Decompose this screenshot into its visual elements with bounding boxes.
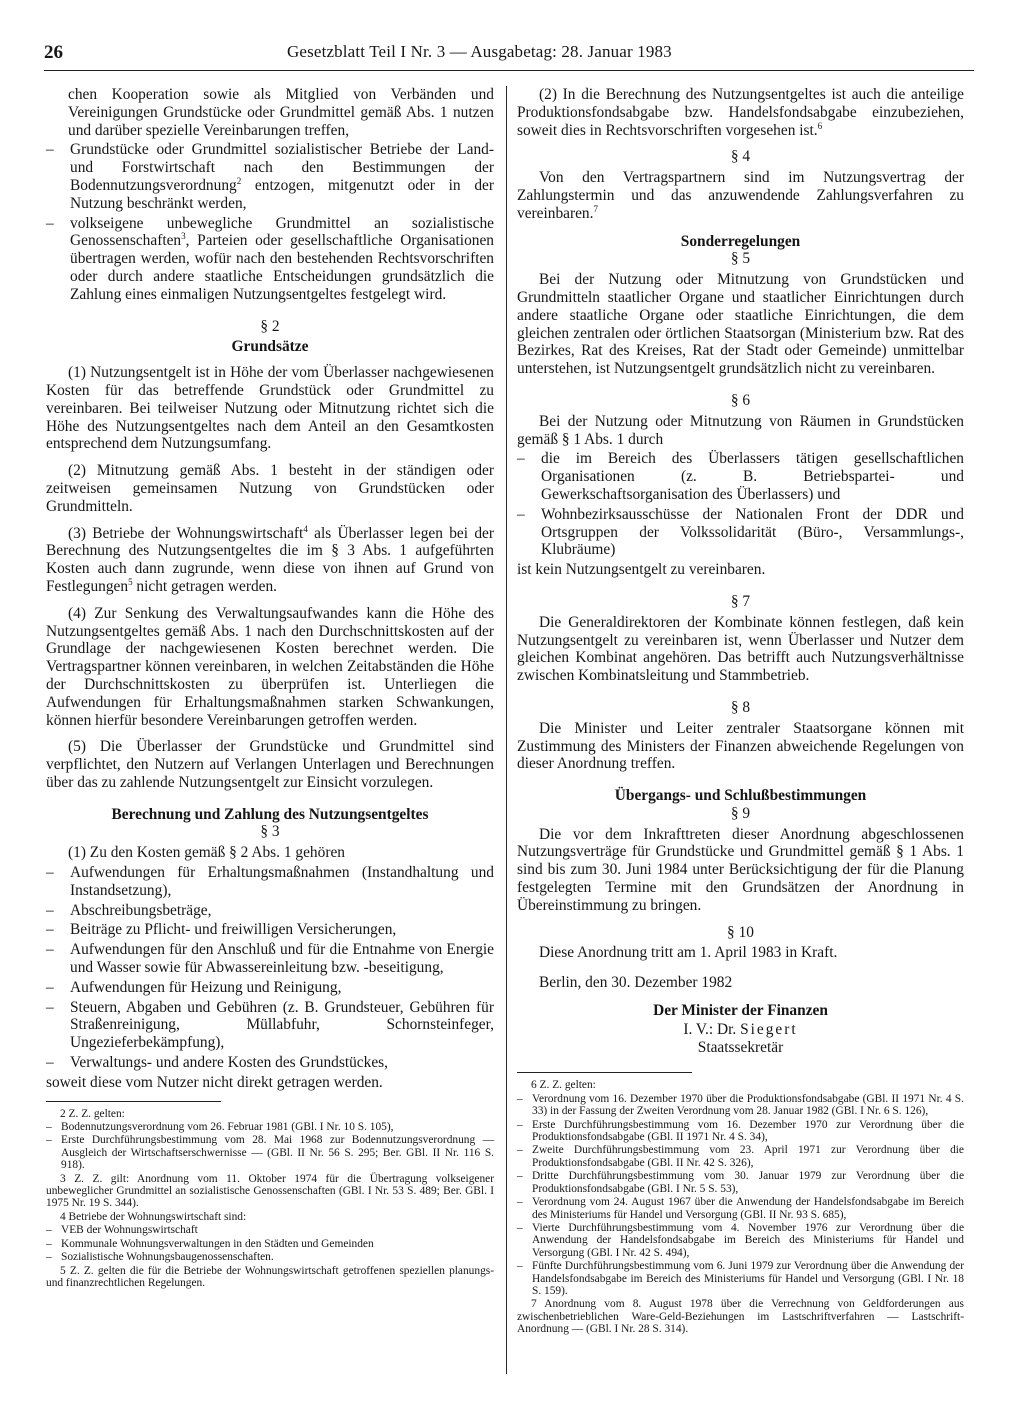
signatory-role: Staatssekretär <box>697 1038 784 1056</box>
list-item: – Steuern, Abgaben und Gebühren (z. B. Grundsteuer, Gebühren für Straßenreinigung, Müllabfuhr, Schornsteinfeger, Ungezieferbekämpfung), <box>46 999 494 1052</box>
list-item: – Aufwendungen für den Anschluß und für die Entnahme von Energie und Wasser sowie für Abwassereinleitung bzw. -beseitigung, <box>46 941 494 977</box>
footnote: 5 Z. Z. gelten die für die Betriebe der Wohnungswirtschaft getroffenen speziellen planungs- und finanzrechtlichen Regelungen. <box>46 1264 494 1289</box>
signatory-name: Siegert <box>740 1020 798 1038</box>
signature-line: I. V.: Dr. Siegert <box>683 1020 798 1038</box>
list-item: – Wohnbezirksausschüsse der Nationalen Front der DDR und Ortsgruppen der Volkssolidarität (Büro-, Versammlungs-, Klubräume) <box>517 506 964 559</box>
section-number: § 8 <box>730 698 751 716</box>
section-heading: Berechnung und Zahlung des Nutzungsentgeltes <box>111 805 429 823</box>
footnote-item: – Zweite Durchführungsbestimmung vom 23. April 1971 zur Verordnung über die Produktionsfondsabgabe (GBl. II Nr. 42 S. 326), <box>517 1144 964 1169</box>
paragraph: Bei der Nutzung oder Mitnutzung von Grundstücken und Grundmitteln staatlicher Organe und staatlicher Einrichtungen durch andere staatliche Organe oder staatliche Einrichtungen, die dem gleichen zentralen oder örtlichen Staatsorgan (Ministerium bzw. Rat des Bezirkes, Rat des Kreises, Rat der Stadt oder Gemeinde) unmittelbar unterstehen, ist Nutzungsentgelt grundsätzlich nicht zu vereinbaren. <box>517 271 964 378</box>
paragraph: (3) Betriebe der Wohnungswirtschaft$^4$ als Überlasser legen bei der Berechnung des Nutzungsentgeltes die im § 3 Abs. 1 aufgeführten Kosten auch dann zugrunde, wenn diese von ihnen auf Grund von Festlegungen$^5$ nicht getragen werden. <box>46 523 494 595</box>
paragraph: (4) Zur Senkung des Verwaltungsaufwandes kann die Höhe des Nutzungsentgeltes gemäß Abs. 1 nach den Durchschnittskosten auf der Grundlage der nachgewiesenen Kosten berechnet werden. Die Vertragspartner können vereinbaren, in welchen Zeitabständen die Höhe der Durchschnittskosten zu überprüfen ist. Unterliegen die Aufwendungen für Erhaltungsmaßnahmen starken Schwankungen, können hierfür besondere Vereinbarungen getroffen werden. <box>46 604 494 729</box>
footnote-rule <box>46 1101 221 1102</box>
column-divider <box>506 86 507 1374</box>
list-item: – Verwaltungs- und andere Kosten des Grundstückes, <box>46 1054 494 1072</box>
footnote-item: – Sozialistische Wohnungsbaugenossenschaften. <box>46 1251 494 1263</box>
footnote-item: – Verordnung vom 16. Dezember 1970 über die Produktionsfondsabgabe (GBl. II 1971 Nr. 4 S. 33) in der Fassung der Zweiten Verordnung vom 28. Januar 1982 (GBl. I Nr. 6 S. 126), <box>517 1093 964 1118</box>
footnote-item: – Verordnung vom 24. August 1967 über die Anwendung der Handelsfondsabgabe im Bereich des Ministeriums für Handel und Versorgung (GBl. II Nr. 93 S. 685), <box>517 1196 964 1221</box>
footnote-item: – Kommunale Wohnungsverwaltungen in den Städten und Gemeinden <box>46 1238 494 1250</box>
section-number: § 4 <box>730 148 751 166</box>
section-heading: Übergangs- und Schlußbestimmungen <box>614 787 867 805</box>
paragraph: (1) Nutzungsentgelt ist in Höhe der vom Überlasser nachgewiesenen Kosten für das betreffende Grundstück oder Grundmittel zu vereinbaren. Bei teilweiser Nutzung oder Mitnutzung richtet sich die Höhe des Nutzungsentgeltes nach dem Anteil an den Gesamtkosten entsprechend dem Nutzungsumfang. <box>46 364 494 453</box>
list-item: – Abschreibungsbeträge, <box>46 902 494 920</box>
footnote-ref: 3 <box>181 231 186 242</box>
footnote-item: – Vierte Durchführungsbestimmung vom 4. November 1976 zur Verordnung über die Anwendung der Handelsfondsabgabe im Bereich des Ministeriums für Handel und Versorgung (GBl. I Nr. 42 S. 494), <box>517 1222 964 1259</box>
footnote: 2 Z. Z. gelten: <box>60 1107 125 1120</box>
section-number: § 7 <box>730 592 751 610</box>
gazette-title: Gesetzblatt Teil I Nr. 3 — Ausgabetag: 28. Januar 1983 <box>287 42 672 61</box>
footnote-item: – Erste Durchführungsbestimmung vom 16. Dezember 1970 zur Verordnung über die Produktionsfondsabgabe (GBl. II 1971 Nr. 4 S. 34), <box>517 1119 964 1144</box>
paragraph: (2) In die Berechnung des Nutzungsentgeltes ist auch die anteilige Produktionsfondsabgabe bzw. Handelsfondsabgabe einzubeziehen, soweit dies in Rechtsvorschriften vorgesehen ist.$^6$ <box>517 86 964 139</box>
list-item: – Aufwendungen für Heizung und Reinigung, <box>46 979 494 997</box>
section-title: Grundsätze <box>231 338 309 356</box>
footnote-ref: 7 <box>593 203 598 214</box>
footnote-item: – VEB der Wohnungswirtschaft <box>46 1224 494 1236</box>
page-number: 26 <box>44 42 63 63</box>
continued-clause: chen Kooperation sowie als Mitglied von Verbänden und Vereinigungen Grundstücke oder Grundmittel gemäß Abs. 1 nutzen und darüber spezielle Vereinbarungen treffen, <box>68 86 494 139</box>
list-item: – Aufwendungen für Erhaltungsmaßnahmen (Instandhaltung und Instandsetzung), <box>46 864 494 900</box>
paragraph: Die vor dem Inkrafttreten dieser Anordnung abgeschlossenen Nutzungsverträge für Grundstücke und Grundmittel gemäß § 1 Abs. 1 sind bis zum 30. Juni 1984 unter Berücksichtigung der für die Planung festgelegten Termine mit den Grundsätzen der Anordnung in Übereinstimmung zu bringen. <box>517 825 964 914</box>
signature-office: Der Minister der Finanzen <box>653 1002 828 1020</box>
list-item: – Beiträge zu Pflicht- und freiwilligen Versicherungen, <box>46 921 494 939</box>
place-date: Berlin, den 30. Dezember 1982 <box>539 974 733 992</box>
paragraph: ist kein Nutzungsentgelt zu vereinbaren. <box>517 561 766 579</box>
section-heading: Sonderregelungen <box>680 232 801 250</box>
signature-block <box>517 1002 964 1056</box>
footnote-rule <box>517 1072 692 1073</box>
footnote-ref: 4 <box>303 523 308 534</box>
footnote: 6 Z. Z. gelten: <box>531 1079 596 1092</box>
list-item: – die im Bereich des Überlassers tätigen gesellschaftlichen Organisationen (z. B. Betriebspartei- und Gewerkschaftsorganisation des Überlassers) und <box>517 450 964 503</box>
section-number: § 2 <box>260 317 280 335</box>
left-column <box>46 86 494 1290</box>
footnote-item: – Bodennutzungsverordnung vom 26. Februar 1981 (GBl. I Nr. 10 S. 105), <box>46 1121 494 1133</box>
footnote: 4 Betriebe der Wohnungswirtschaft sind: <box>60 1210 247 1223</box>
paragraph: (5) Die Überlasser der Grundstücke und Grundmittel sind verpflichtet, den Nutzern auf Verlangen Unterlagen und Berechnungen über das zu zahlende Nutzungsentgelt zur Einsicht vorzulegen. <box>46 738 494 791</box>
footnote: 7 Anordnung vom 8. August 1978 über die Verrechnung von Geldforderungen aus zwischenbetrieblichen Ware-Geld-Beziehungen im Lastschriftverfahren — Lastschrift-Anordnung — (GBl. I Nr. 28 S. 314). <box>517 1298 964 1336</box>
paragraph: (2) Mitnutzung gemäß Abs. 1 besteht in der ständigen oder zeitweisen gemeinsamen Nutzung von Grundstücken oder Grundmitteln. <box>46 462 494 515</box>
right-column <box>517 86 964 1337</box>
list-item: – Grundstücke oder Grundmittel sozialistischer Betriebe der Land- und Forstwirtschaft nach den Bestimmungen der Bodennutzungsverordnung$^2$ entzogen, mitgenutzt oder in der Nutzung beschränkt werden, <box>46 141 494 212</box>
section-number: § 9 <box>730 804 751 822</box>
footnote: 3 Z. Z. gilt: Anordnung vom 11. Oktober 1974 für die Übertragung volkseigener unbeweglicher Grundmittel an sozialistische Genossenschaften (GBl. I Nr. 53 S. 489; Ber. GBl. I 1975 Nr. 19 S. 344). <box>46 1172 494 1210</box>
header-rule <box>44 70 974 71</box>
paragraph: Die Generaldirektoren der Kombinate können festlegen, daß kein Nutzungsentgelt zu vereinbaren ist, wenn Überlasser und Nutzer dem gleichen Kombinat angehören. Das betrifft auch Nutzungsverhältnisse zwischen Kombinatsleitung und Stammbetrieb. <box>517 613 964 685</box>
footnote-item: – Dritte Durchführungsbestimmung vom 30. Januar 1979 zur Verordnung über die Produktionsfondsabgabe (GBl. I Nr. 5 S. 53), <box>517 1170 964 1195</box>
paragraph: Von den Vertragspartnern sind im Nutzungsvertrag der Zahlungstermin und das anzuwendende Zahlungsverfahren zu vereinbaren.$^7$ <box>517 169 964 222</box>
footnote-ref: 2 <box>236 175 242 186</box>
section-number: § 10 <box>727 923 754 941</box>
footnote-ref: 6 <box>817 120 823 131</box>
paragraph: soweit diese vom Nutzer nicht direkt getragen werden. <box>46 1073 383 1091</box>
footnote-item: – Fünfte Durchführungsbestimmung vom 6. Juni 1979 zur Verordnung über die Anwendung der Handelsfondsabgabe im Bereich des Ministeriums für Handel und Versorgung (GBl. I Nr. 18 S. 159). <box>517 1260 964 1297</box>
paragraph: Diese Anordnung tritt am 1. April 1983 in Kraft. <box>539 944 838 962</box>
page-header <box>44 42 974 66</box>
section-number: § 3 <box>260 823 280 841</box>
section-number: § 6 <box>730 391 751 409</box>
footnote-ref: 5 <box>128 576 133 587</box>
list-item: – volkseigene unbewegliche Grundmittel an sozialistische Genossenschaften$^3$, Parteien oder gesellschaftliche Organisationen übertragen werden, wofür nach den bestehenden Rechtsvorschriften oder durch andere staatliche Entscheidungen grundsätzlich die Zahlung eines einmaligen Nutzungsentgeltes festgelegt wird. <box>46 215 494 304</box>
footnote-item: – Erste Durchführungsbestimmung vom 28. Mai 1968 zur Bodennutzungsverordnung — Ausgleich der Wirtschaftserschwernisse — (GBl. II Nr. 56 S. 295; Ber. GBl. II Nr. 116 S. 918). <box>46 1134 494 1171</box>
paragraph: Die Minister und Leiter zentraler Staatsorgane können mit Zustimmung des Ministers der Finanzen abweichende Regelungen von dieser Anordnung treffen. <box>517 719 964 773</box>
paragraph: (1) Zu den Kosten gemäß § 2 Abs. 1 gehören <box>68 844 345 862</box>
paragraph: Bei der Nutzung oder Mitnutzung von Räumen in Grundstücken gemäß § 1 Abs. 1 durch <box>517 412 964 448</box>
section-number: § 5 <box>730 250 751 268</box>
